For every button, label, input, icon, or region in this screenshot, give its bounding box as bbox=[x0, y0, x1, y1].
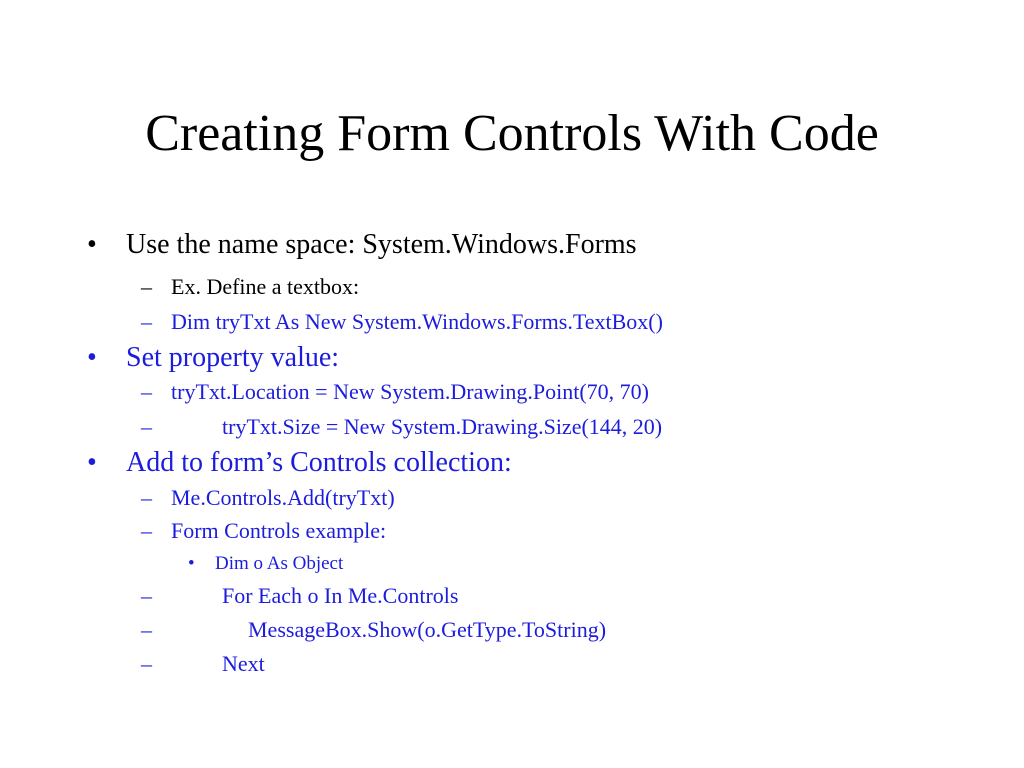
sub-bullet-text: Ex. Define a textbox: bbox=[171, 274, 360, 299]
sub-bullet-text: tryTxt.Size = New System.Drawing.Size(144, 20) bbox=[222, 414, 663, 439]
dash-marker: – bbox=[141, 274, 152, 299]
bullet-marker: • bbox=[87, 229, 97, 260]
bullet-text: Add to form’s Controls collection: bbox=[126, 447, 512, 478]
sub-bullet-text: Me.Controls.Add(tryTxt) bbox=[171, 485, 395, 510]
sub-bullet-text: Next bbox=[222, 651, 265, 676]
dash-marker: – bbox=[141, 485, 152, 510]
sub-bullet-text: tryTxt.Location = New System.Drawing.Point(70, 70) bbox=[171, 379, 650, 404]
sub-bullet-text: MessageBox.Show(o.GetType.ToString) bbox=[248, 617, 607, 642]
dash-marker: – bbox=[141, 617, 152, 642]
dash-marker: – bbox=[141, 309, 152, 334]
sub-bullet-text: Form Controls example: bbox=[171, 518, 387, 543]
dash-marker: – bbox=[141, 518, 152, 543]
bullet-text: Use the name space: System.Windows.Forms bbox=[126, 229, 637, 260]
bullet-text: Set property value: bbox=[126, 342, 340, 373]
bullet-marker: • bbox=[188, 553, 195, 574]
dash-marker: – bbox=[141, 414, 152, 439]
dash-marker: – bbox=[141, 379, 152, 404]
bullet-marker: • bbox=[87, 342, 97, 373]
sub-bullet-text: For Each o In Me.Controls bbox=[222, 583, 459, 608]
dash-marker: – bbox=[141, 583, 152, 608]
sub-bullet-text: Dim tryTxt As New System.Windows.Forms.TextBox() bbox=[171, 309, 663, 334]
bullet-marker: • bbox=[87, 447, 97, 478]
slide-title: Creating Form Controls With Code bbox=[145, 105, 879, 162]
dash-marker: – bbox=[141, 651, 152, 676]
sub-sub-bullet-text: Dim o As Object bbox=[215, 553, 344, 574]
